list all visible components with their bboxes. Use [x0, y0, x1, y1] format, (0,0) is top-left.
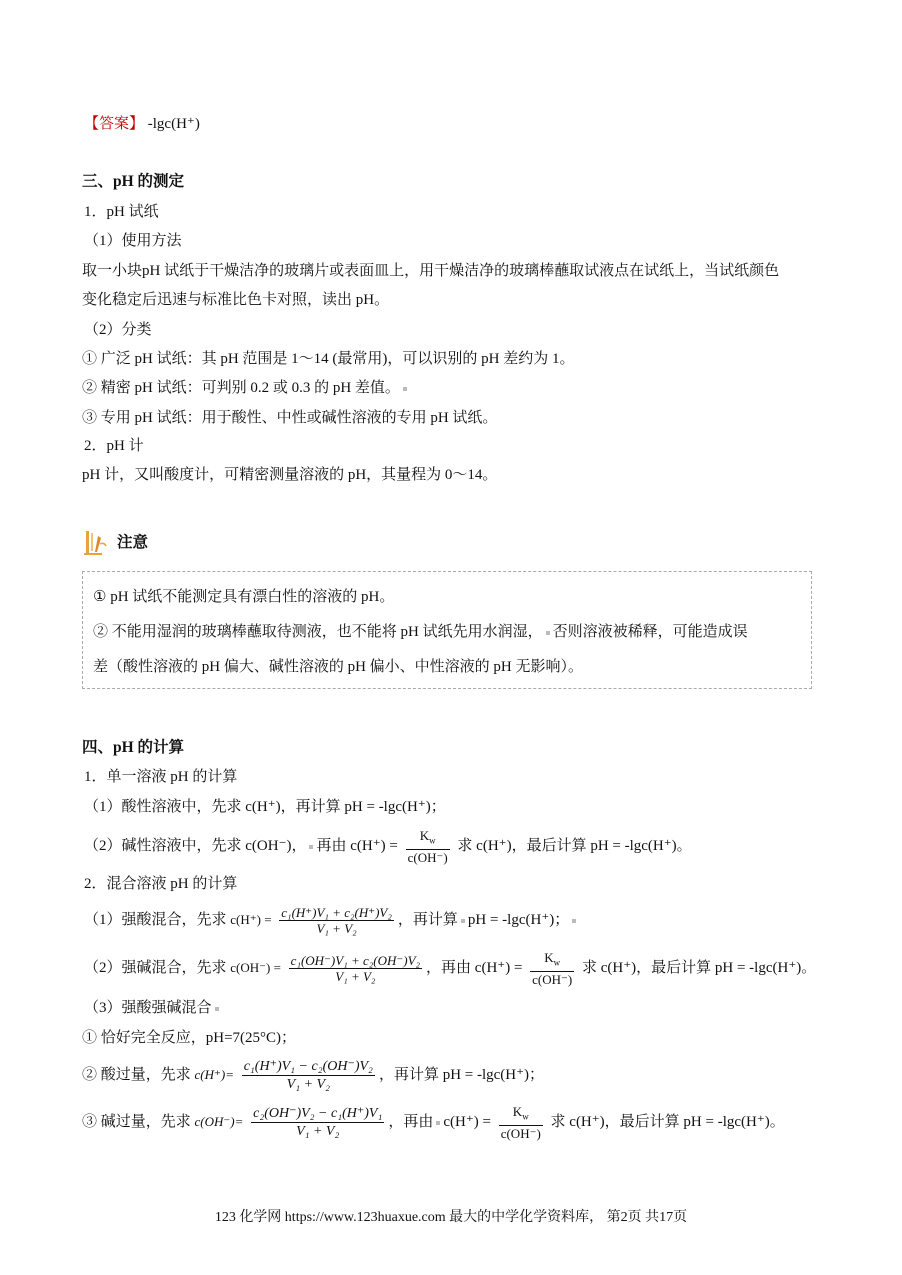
sec3-sub1: 1．pH 试纸 — [84, 204, 159, 220]
marker-dot — [546, 631, 550, 635]
sec3-para1-line2: 变化稳定后迅速与标准比色卡对照，读出 pH。 — [82, 292, 390, 308]
note-item-1: ① pH 试纸不能测定具有漂白性的溶液的 pH。 — [93, 589, 395, 605]
sec3-para1-line1: 取一小块pH 试纸于干燥洁净的玻璃片或表面皿上，用干燥洁净的玻璃棒蘸取试液点在试纸上，当试纸颜色 — [82, 263, 780, 279]
note-item-2-part2: 否则溶液被稀释，可能造成误 — [552, 624, 748, 640]
acid-excess-post: ，再计算 pH = -lgc(H⁺)； — [378, 1067, 545, 1083]
fraction-denominator: V₁ + V₂ — [251, 1122, 384, 1140]
kw-denominator: c(OH⁻) — [532, 971, 573, 987]
base-solution-pre: （2）碱性溶液中，先求 c(OH⁻)， — [84, 838, 307, 854]
strong-acid-mix-line — [84, 900, 579, 940]
fraction-numerator: c₂(OH⁻)V₂ − c₁(H⁺)V₁ — [253, 1106, 383, 1122]
base-excess-mid2: c(H⁺) = — [443, 1114, 491, 1130]
base-excess-fraction — [251, 1105, 384, 1140]
base-excess-post: 求 c(H⁺)，最后计算 pH = -lgc(H⁺)。 — [550, 1114, 785, 1130]
sec3-para2: pH 计，又叫酸度计，可精密测量溶液的 pH，其量程为 0～14。 — [82, 467, 498, 483]
classification-item-3: ③ 专用 pH 试纸：用于酸性、中性或碱性溶液的专用 pH 试纸。 — [82, 410, 498, 426]
strong-base-mix-lhs: c(OH⁻) = — [230, 960, 281, 975]
kw-numerator: $K_w$ — [512, 1104, 529, 1122]
pen-icon — [84, 530, 108, 556]
section-4-title: 四、pH 的计算 — [82, 739, 185, 756]
strong-acid-mix-tail: pH = -lgc(H⁺)； — [467, 912, 570, 928]
note-title: 注意 — [117, 534, 149, 551]
marker-dot — [572, 919, 576, 923]
acid-excess-lhs: c(H⁺)= — [194, 1067, 234, 1082]
acid-base-mix-text: （3）强酸强碱混合 — [84, 1000, 212, 1016]
strong-acid-mix-post: ，再计算 — [397, 912, 458, 928]
fraction-denominator: V₁ + V₂ — [289, 968, 422, 984]
acid-excess-pre: ② 酸过量，先求 — [82, 1067, 191, 1083]
answer-line — [84, 114, 200, 134]
page-footer: 123 化学网 https://www.123huaxue.com 最大的中学化学资料库， 第2页 共17页 — [214, 1210, 688, 1225]
strong-base-mix-post: 求 c(H⁺)，最后计算 pH = -lgc(H⁺)。 — [581, 960, 817, 976]
classification-item-2-text: ② 精密 pH 试纸：可判别 0.2 或 0.3 的 pH 差值。 — [82, 380, 400, 396]
acid-excess-line — [82, 1053, 544, 1097]
marker-dot — [461, 919, 465, 923]
note-item-2-part1: ② 不能用湿润的玻璃棒蘸取待测液，也不能将 pH 试纸先用水润湿， — [93, 624, 543, 640]
kw-denominator: c(OH⁻) — [500, 1125, 541, 1141]
base-solution-post: 求 c(H⁺)，最后计算 pH = -lgc(H⁺)。 — [457, 838, 692, 854]
marker-dot — [215, 1007, 219, 1011]
base-solution-mid: 再由 c(H⁺) = — [316, 838, 398, 854]
kw-fraction — [499, 1104, 543, 1141]
marker-dot — [309, 845, 313, 849]
strong-acid-mix-lhs: c(H⁺) = — [230, 912, 272, 927]
kw-fraction — [530, 950, 574, 987]
base-solution-line — [84, 826, 692, 866]
note-item-2-line2: 差（酸性溶液的 pH 偏大、碱性溶液的 pH 偏小、中性溶液的 pH 无影响）。 — [93, 659, 584, 675]
classification-item-1: ① 广泛 pH 试纸：其 pH 范围是 1～14 (最常用)，可以识别的 pH 差约为 1。 — [82, 351, 575, 367]
kw-denominator: c(OH⁻) — [407, 849, 448, 865]
base-excess-line — [82, 1100, 785, 1144]
kw-numerator: $K_w$ — [419, 828, 436, 846]
strong-acid-mix-pre: （1）强酸混合，先求 — [84, 912, 227, 928]
classification-item-2 — [82, 378, 410, 398]
acid-solution-line: （1）酸性溶液中，先求 c(H⁺)，再计算 pH = -lgc(H⁺)； — [84, 799, 446, 815]
strong-base-mix-mid: ，再由 c(H⁺) = — [426, 960, 523, 976]
sec3-sub1-1: （1）使用方法 — [84, 233, 182, 249]
answer-tag: 【答案】 — [84, 116, 145, 132]
strong-base-mix-line — [84, 948, 816, 988]
strong-base-mix-pre: （2）强碱混合，先求 — [84, 960, 227, 976]
acid-base-mix-line — [84, 998, 222, 1018]
marker-dot — [436, 1121, 440, 1125]
kw-numerator: $K_w$ — [544, 950, 561, 968]
note-item-2 — [93, 622, 748, 642]
fraction-numerator: c₁(H⁺)V₁ − c₂(OH⁻)V₂ — [243, 1059, 373, 1075]
base-excess-mid: ，再由 — [388, 1114, 434, 1130]
base-excess-pre: ③ 碱过量，先求 — [82, 1114, 191, 1130]
kw-fraction — [406, 828, 450, 865]
section-3-title: 三、pH 的测定 — [82, 173, 185, 190]
exact-neutralization-line: ① 恰好完全反应，pH=7(25°C)； — [82, 1030, 297, 1046]
fraction-denominator: V₁ + V₂ — [279, 920, 394, 936]
strong-base-mix-fraction — [289, 953, 422, 984]
sec4-sub1: 1．单一溶液 pH 的计算 — [84, 769, 238, 785]
sec3-sub2: 2．pH 计 — [84, 438, 144, 454]
sec3-sub1-2: （2）分类 — [84, 322, 152, 338]
strong-acid-mix-fraction — [279, 905, 394, 936]
marker-dot — [403, 387, 407, 391]
base-excess-lhs: c(OH⁻)= — [194, 1114, 244, 1129]
fraction-numerator: c₁(OH⁻)V₁ + c₂(OH⁻)V₂ — [290, 953, 421, 969]
fraction-denominator: V₁ + V₂ — [242, 1075, 375, 1093]
acid-excess-fraction — [242, 1058, 375, 1093]
sec4-sub2: 2．混合溶液 pH 的计算 — [84, 876, 238, 892]
answer-text: -lgc(H⁺) — [147, 116, 200, 132]
fraction-numerator: c₁(H⁺)V₁ + c₂(H⁺)V₂ — [281, 905, 392, 921]
